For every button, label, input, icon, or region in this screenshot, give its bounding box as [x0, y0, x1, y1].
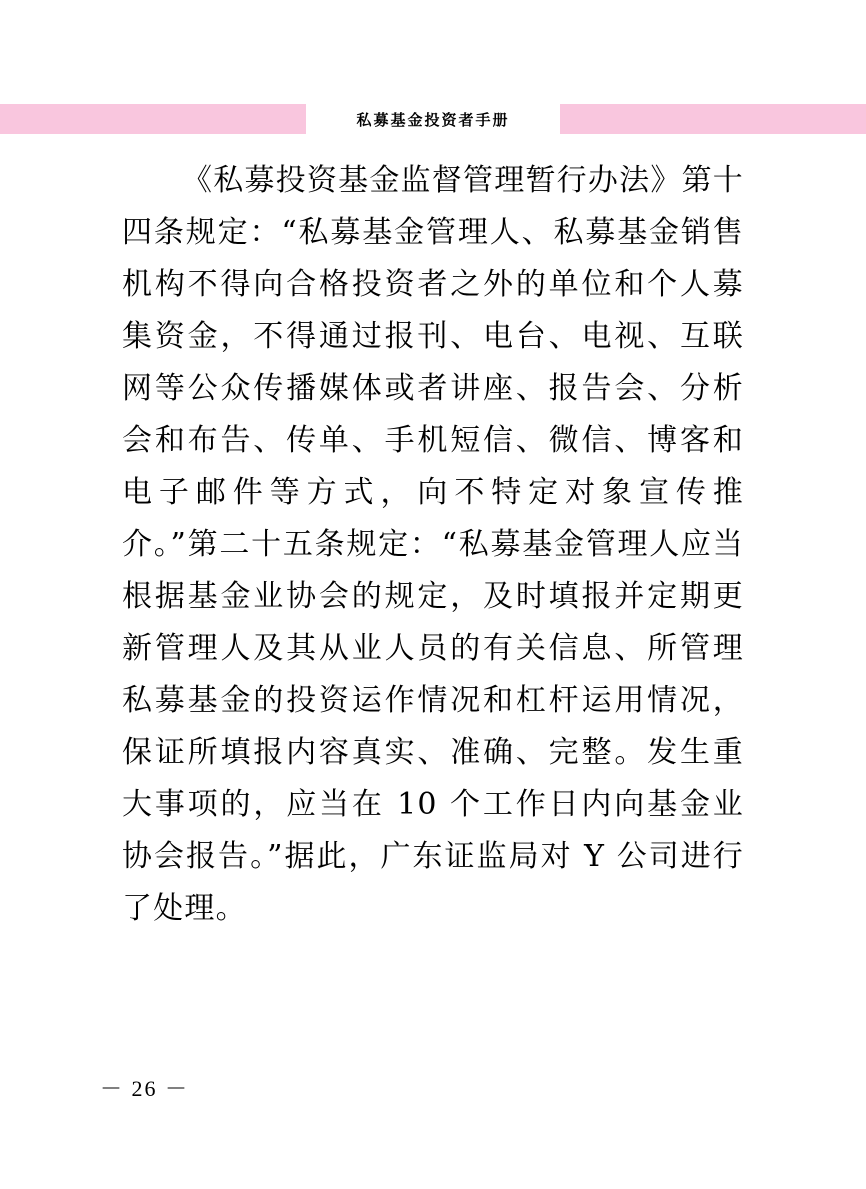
header-band-right-bar — [560, 104, 866, 134]
header-title-container — [306, 104, 560, 134]
header-band — [0, 104, 866, 134]
page-footer — [100, 1072, 300, 1103]
page-body — [122, 155, 744, 935]
body-paragraph: 《私募投资基金监督管理暂行办法》第十四条规定：“私募基金管理人、私募基金销售机构不得向合格投资者之外的单位和个人募集资金，不得通过报刊、电台、电视、互联网等公众传播媒体或者讲座、报告会、分析会和布告、传单、手机短信、微信、博客和电子邮件等方式，向不特定对象宣传推介。”第二十五条规定：“私募基金管理人应当根据基金业协会的规定，及时填报并定期更新管理人及其从业人员的有关信息、所管理私募基金的投资运作情况和杠杆运用情况，保证所填报内容真实、准确、完整。发生重大事项的，应当在 10 个工作日内向基金业协会报告。”据此，广东证监局对 Y 公司进行了处理。 — [122, 163, 744, 926]
header-band-left-bar — [0, 104, 306, 134]
page-number: － 26 － — [100, 1076, 190, 1101]
running-head-title: 私募基金投资者手册 — [356, 111, 510, 129]
